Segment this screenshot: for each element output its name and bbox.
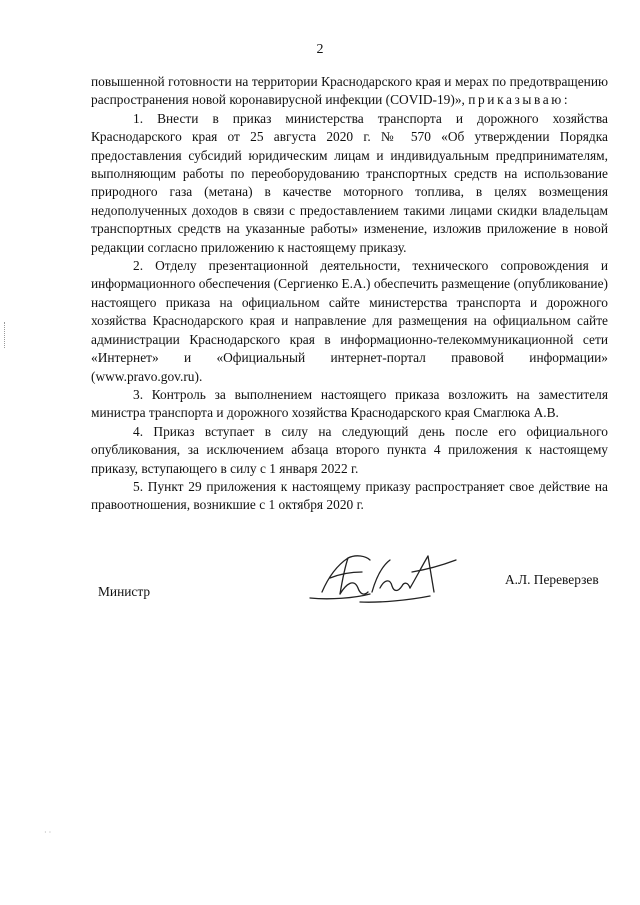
paragraph-2: 2. Отделу презентационной деятельности, технического сопровождения и информационного обеспечения (Сергиенко Е.А.) обеспечить размещение (опубликование) настоящего приказа на официальном сайте министерства транспорта и дорожного хозяйства Краснодарского края и направление для размещения на официальном сайте администрации Краснодарского края в информационно-телекоммуникационной сети «Интернет» и «Официальный интернет-портал правовой информации» (www.pravo.gov.ru).: [91, 258, 608, 384]
intro-paragraph: [91, 73, 608, 110]
paragraph-4: 4. Приказ вступает в силу на следующий день после его официального опубликования, за исключением абзаца второго пункта 4 приложения к настоящему приказу, вступающего в силу с 1 января 2022 г.: [91, 423, 608, 476]
document-body: [91, 73, 608, 515]
paragraph-1: 1. Внести в приказ министерства транспорта и дорожного хозяйства Краснодарского края от 25 августа 2020 г. № 570 «Об утверждении Порядка предоставления субсидий юридическим лицам и индивидуальным предпринимателям, выполняющим работы по переоборудованию транспортных средств на использование природного газа (метана) в качестве моторного топлива, в целях возмещения недополученных доходов в связи с предоставлением такими лицами скидки владельцам транспортных средств на указанные работы» изменение, изложив приложение в новой редакции согласно приложению к настоящему приказу.: [91, 110, 608, 255]
bottom-scan-mark: · ·: [44, 828, 52, 837]
signer-position: Министр: [98, 584, 151, 599]
margin-scan-mark: [4, 322, 8, 348]
paragraph-3: 3. Контроль за выполнением настоящего приказа возложить на заместителя министра транспорта и дорожного хозяйства Краснодарского края Смаглюка А.В.: [91, 386, 608, 421]
signer-name: А.Л. Переверзев: [505, 572, 599, 587]
intro-text: повышенной готовности на территории Краснодарского края и мерах по предотвращению распространения новой коронавирусной инфекции (COVID-19)»,: [91, 74, 608, 108]
handwritten-signature: [300, 548, 460, 608]
page-number: 2: [316, 42, 324, 57]
signature-block: [0, 548, 640, 608]
paragraph-5: 5. Пункт 29 приложения к настоящему приказу распространяет свое действие на правоотношения, возникшие с 1 октября 2020 г.: [91, 478, 608, 513]
order-keyword: приказываю:: [468, 92, 571, 108]
